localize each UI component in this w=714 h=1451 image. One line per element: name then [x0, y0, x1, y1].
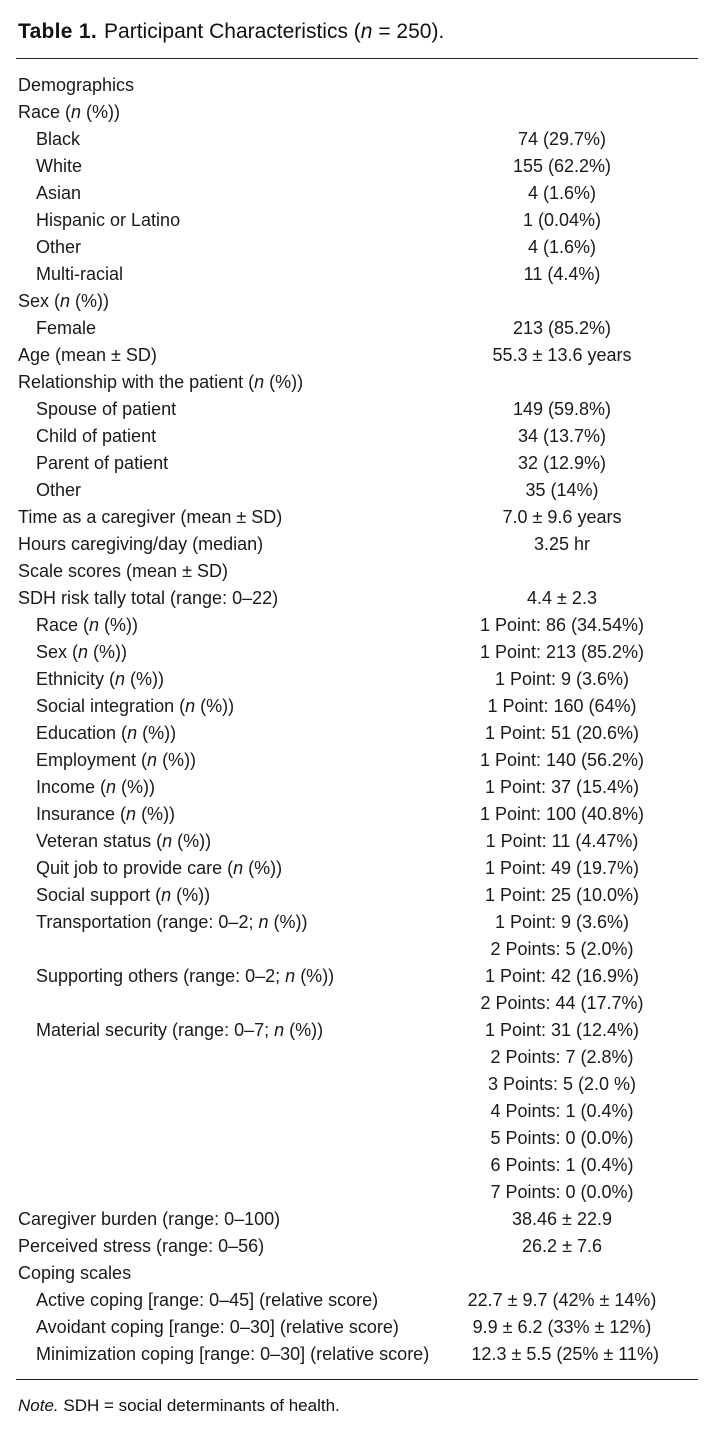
row-value [426, 396, 698, 423]
table-row [16, 315, 698, 342]
row-value-line: 1 Point: 9 (3.6%) [494, 669, 630, 689]
row-label: Spouse of patient [36, 399, 177, 419]
row-value-line: 1 Point: 140 (56.2%) [479, 750, 645, 770]
row-label: Transportation (range: 0–2; n (%)) [36, 912, 308, 932]
row-label: Asian [36, 183, 82, 203]
table-row [16, 234, 698, 261]
row-label: Social support (n (%)) [36, 885, 211, 905]
row-value [426, 477, 698, 504]
row-value-line: 2 Points: 44 (17.7%) [480, 993, 644, 1013]
row-value-line: 1 (0.04%) [522, 210, 602, 230]
row-value [426, 342, 698, 369]
table-row [16, 801, 698, 828]
row-value [426, 423, 698, 450]
table-row [16, 423, 698, 450]
table-row [16, 1233, 698, 1260]
row-label: White [36, 156, 83, 176]
top-rule [16, 58, 698, 59]
row-label: Veteran status (n (%)) [36, 831, 212, 851]
table-row [16, 153, 698, 180]
note-text: SDH = social determinants of health. [58, 1396, 340, 1415]
table-row [16, 180, 698, 207]
row-value-line: 155 (62.2%) [512, 156, 612, 176]
table-row [16, 504, 698, 531]
table-title [18, 18, 698, 45]
table-row [16, 666, 698, 693]
row-value-line: 4.4 ± 2.3 [527, 588, 597, 608]
row-value [426, 1287, 698, 1314]
table-row [16, 558, 698, 585]
row-value [426, 450, 698, 477]
row-value [426, 828, 698, 855]
row-value-line: 1 Point: 9 (3.6%) [494, 912, 630, 932]
table-row [16, 396, 698, 423]
row-value [426, 909, 698, 963]
row-label: Supporting others (range: 0–2; n (%)) [36, 966, 335, 986]
row-value-line: 34 (13.7%) [517, 426, 607, 446]
row-value [426, 126, 698, 153]
row-value [426, 747, 698, 774]
table-row [16, 1206, 698, 1233]
table-row [16, 261, 698, 288]
row-value [426, 720, 698, 747]
table-row [16, 450, 698, 477]
table-row [16, 1017, 698, 1206]
row-value [426, 963, 698, 1017]
row-value-line: 12.3 ± 5.5 (25% ± 11%) [471, 1344, 659, 1364]
row-value-line: 7 Points: 0 (0.0%) [490, 1182, 634, 1202]
row-value [426, 585, 698, 612]
row-value-line: 149 (59.8%) [512, 399, 612, 419]
row-label: Other [36, 237, 82, 257]
row-label: Hours caregiving/day (median) [18, 534, 264, 554]
table-row [16, 639, 698, 666]
row-value-line: 1 Point: 42 (16.9%) [484, 966, 640, 986]
row-value [426, 666, 698, 693]
row-value [426, 1206, 698, 1233]
row-value-line: 3.25 hr [533, 534, 591, 554]
row-value-line: 32 (12.9%) [517, 453, 607, 473]
table-row [16, 747, 698, 774]
table-row [16, 477, 698, 504]
row-value-line: 6 Points: 1 (0.4%) [490, 1155, 634, 1175]
row-value [426, 153, 698, 180]
row-label: Material security (range: 0–7; n (%)) [36, 1020, 324, 1040]
row-value-line: 9.9 ± 6.2 (33% ± 12%) [472, 1317, 652, 1337]
table-row [16, 1314, 698, 1341]
row-label: Perceived stress (range: 0–56) [18, 1236, 265, 1256]
row-value-line: 4 (1.6%) [527, 183, 597, 203]
table-row [16, 1341, 698, 1368]
row-value [426, 693, 698, 720]
table-caption: Participant Characteristics (n = 250). [104, 20, 445, 43]
table-row [16, 774, 698, 801]
row-value [426, 1017, 698, 1206]
row-label: Ethnicity (n (%)) [36, 669, 165, 689]
table-row [16, 1260, 698, 1287]
row-label: Multi-racial [36, 264, 124, 284]
table-rows [16, 72, 698, 1368]
row-value-line: 22.7 ± 9.7 (42% ± 14%) [467, 1290, 657, 1310]
row-value-line: 2 Points: 5 (2.0%) [490, 939, 634, 959]
row-value-line: 1 Point: 49 (19.7%) [484, 858, 640, 878]
table-row [16, 342, 698, 369]
row-label: Race (n (%)) [36, 615, 139, 635]
row-value [426, 1314, 698, 1341]
table-row [16, 828, 698, 855]
row-value-line: 1 Point: 51 (20.6%) [484, 723, 640, 743]
table-row [16, 882, 698, 909]
row-value [426, 504, 698, 531]
row-label: Parent of patient [36, 453, 169, 473]
row-value-line: 35 (14%) [525, 480, 599, 500]
row-label: Black [36, 129, 81, 149]
table-row [16, 612, 698, 639]
table-row [16, 720, 698, 747]
row-value-line: 55.3 ± 13.6 years [492, 345, 632, 365]
table-row [16, 531, 698, 558]
row-value [426, 774, 698, 801]
row-value [426, 180, 698, 207]
row-label: Caregiver burden (range: 0–100) [18, 1209, 281, 1229]
row-label: Demographics [18, 75, 135, 95]
row-value-line: 1 Point: 86 (34.54%) [479, 615, 645, 635]
row-value-line: 1 Point: 37 (15.4%) [484, 777, 640, 797]
row-label: Sex (n (%)) [18, 291, 110, 311]
row-value [426, 855, 698, 882]
table-row [16, 855, 698, 882]
row-label: Employment (n (%)) [36, 750, 197, 770]
row-value-line: 5 Points: 0 (0.0%) [490, 1128, 634, 1148]
note-label: Note. [18, 1396, 59, 1415]
row-value [426, 612, 698, 639]
row-label: Active coping [range: 0–45] (relative score) [36, 1290, 379, 1310]
table-row [16, 909, 698, 963]
row-label: Female [36, 318, 97, 338]
row-value [426, 234, 698, 261]
bottom-rule [16, 1379, 698, 1380]
table-row [16, 72, 698, 99]
row-label: Hispanic or Latino [36, 210, 181, 230]
row-value [426, 639, 698, 666]
row-value-line: 1 Point: 31 (12.4%) [484, 1020, 640, 1040]
table-row [16, 207, 698, 234]
row-label: Income (n (%)) [36, 777, 156, 797]
row-label: Quit job to provide care (n (%)) [36, 858, 283, 878]
row-value-line: 11 (4.4%) [523, 264, 601, 284]
row-value-line: 213 (85.2%) [512, 318, 612, 338]
row-value-line: 1 Point: 25 (10.0%) [484, 885, 640, 905]
row-label: Avoidant coping [range: 0–30] (relative score) [36, 1317, 399, 1337]
row-label: Scale scores (mean ± SD) [18, 561, 228, 581]
row-label: Race (n (%)) [18, 102, 121, 122]
row-label: Other [36, 480, 82, 500]
row-value [426, 315, 698, 342]
row-value-line: 1 Point: 11 (4.47%) [485, 831, 639, 851]
row-value-line: 2 Points: 7 (2.8%) [490, 1047, 634, 1067]
table-row [16, 288, 698, 315]
table-row [16, 1287, 698, 1314]
row-value [426, 261, 698, 288]
row-label: Education (n (%)) [36, 723, 177, 743]
row-value-line: 38.46 ± 22.9 [512, 1209, 612, 1229]
row-value-line: 74 (29.7%) [517, 129, 607, 149]
row-label: Coping scales [18, 1263, 132, 1283]
table-note [18, 1394, 698, 1417]
row-label: Social integration (n (%)) [36, 696, 235, 716]
row-label: Sex (n (%)) [36, 642, 128, 662]
row-value-line: 26.2 ± 7.6 [522, 1236, 602, 1256]
row-value-line: 3 Points: 5 (2.0 %) [487, 1074, 637, 1094]
row-value-line: 1 Point: 100 (40.8%) [479, 804, 645, 824]
row-value-line: 1 Point: 160 (64%) [487, 696, 637, 716]
row-label: Minimization coping [range: 0–30] (relative score) [36, 1344, 430, 1364]
row-value-line: 4 (1.6%) [527, 237, 597, 257]
row-value [426, 1233, 698, 1260]
row-label: Child of patient [36, 426, 157, 446]
row-value [426, 207, 698, 234]
row-value-line: 1 Point: 213 (85.2%) [479, 642, 645, 662]
table-row [16, 693, 698, 720]
row-label: Time as a caregiver (mean ± SD) [18, 507, 283, 527]
row-value-line: 7.0 ± 9.6 years [502, 507, 622, 527]
row-value [426, 531, 698, 558]
table-row [16, 126, 698, 153]
table-number: Table 1. [18, 20, 98, 43]
table-row [16, 963, 698, 1017]
row-value [426, 801, 698, 828]
table-row [16, 585, 698, 612]
row-value [429, 1341, 701, 1368]
row-label: SDH risk tally total (range: 0–22) [18, 588, 279, 608]
row-label: Insurance (n (%)) [36, 804, 176, 824]
row-value-line: 4 Points: 1 (0.4%) [490, 1101, 634, 1121]
table-row [16, 369, 698, 396]
row-label: Age (mean ± SD) [18, 345, 157, 365]
row-label: Relationship with the patient (n (%)) [18, 372, 304, 392]
table-row [16, 99, 698, 126]
row-value [426, 882, 698, 909]
